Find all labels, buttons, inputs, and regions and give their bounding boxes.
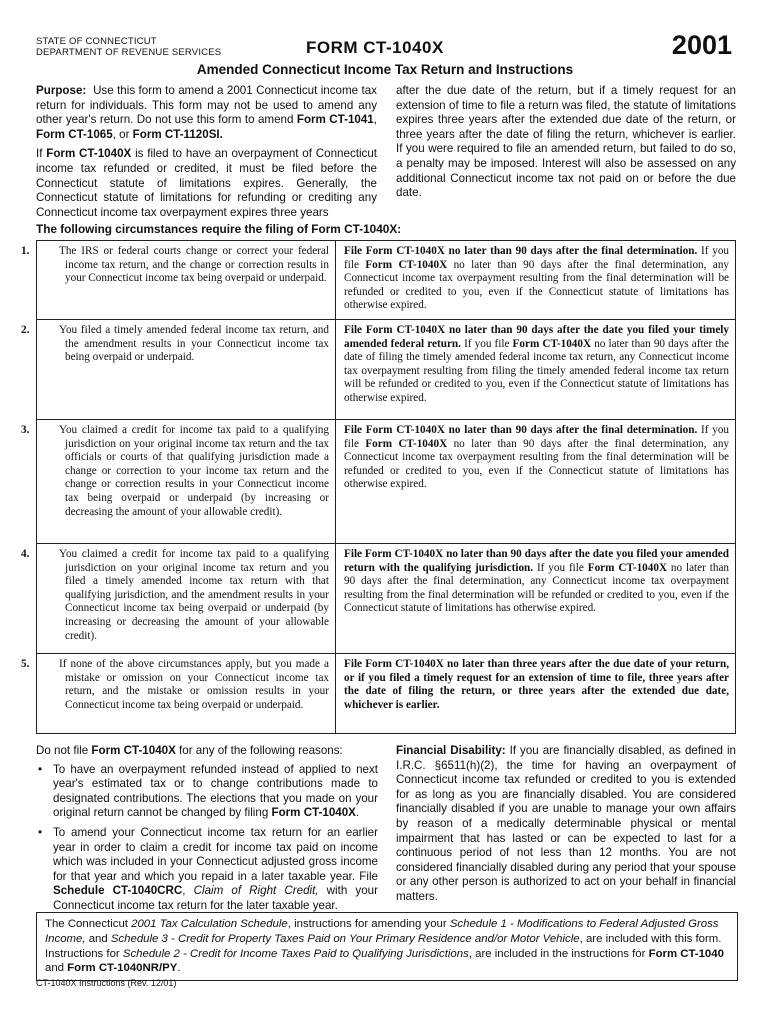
circumstance-text: If none of the above circumstances apply, but you made a mistake or omission on your Connecticut income tax return, and the mistake or omission results in your Connecticut income tax being overpaid or underpaid.	[59, 658, 329, 711]
text: If you file	[460, 337, 513, 350]
agency-state: STATE OF CONNECTICUT	[36, 36, 157, 47]
do-not-file-section	[36, 744, 378, 919]
purpose-text: Use this form to amend a 2001 Connecticut income tax return for individuals. This form may not be used to amend any other year's return. Do not use this form to amend	[36, 84, 377, 127]
requirement-cell	[336, 420, 736, 544]
form-ref: Form CT-1040X	[587, 561, 668, 574]
text: no later than 90 days after the final determination, any Connecticut income tax overpayment resulting from the final determination will be refunded or credited to you, even if the Connecticut statute of limitations has otherwise expired.	[344, 437, 730, 491]
table-row	[37, 420, 736, 544]
form-ref: Form CT-1041	[296, 113, 374, 127]
text: no later than 90 days after the date of filing the timely amended federal income tax return, any Connecticut income tax overpayment resulting from filing the timely amended federal income tax return will be refunded or credited to you, even if the Connecticut statute of limitations has otherwise expired.	[344, 337, 730, 404]
text: and	[85, 932, 111, 945]
financial-disability-label: Financial Disability:	[396, 744, 506, 757]
text: .	[355, 806, 360, 820]
table-row	[37, 654, 736, 734]
circumstances-heading: The following circumstances require the filing of Form CT-1040X:	[36, 222, 402, 236]
financial-disability-text	[396, 744, 736, 905]
list-item	[53, 763, 378, 821]
text: If	[36, 147, 47, 161]
requirement-cell	[336, 241, 736, 320]
deadline-text: File Form CT-1040X no later than 90 days after the date you filed your amended return with the qualifying jurisdiction.	[344, 548, 729, 574]
deadline-text: File Form CT-1040X no later than 90 days after the date you filed your timely amended federal return.	[344, 324, 729, 350]
text: To amend your Connecticut income tax return for an earlier year in order to claim a credit for income tax paid on income which was included in your Connecticut adjusted gross income for that year and which you repaid in a later taxable year. File	[53, 825, 378, 883]
circumstance-text: You claimed a credit for income tax paid to a qualifying jurisdiction on your original income tax return and you filed a timely amended income tax return with that qualifying jurisdiction, and the amendment results in your Connecticut income tax being overpaid or underpaid (by increasing or decreasing the amount of your allowable credit).	[59, 548, 329, 642]
do-not-file-intro	[36, 744, 378, 759]
text: Do not file	[36, 744, 92, 757]
circumstance-text: The IRS or federal courts change or correct your federal income tax return, and the change or correction results in your Connecticut income tax being overpaid or underpaid.	[59, 245, 329, 285]
circumstance-text: You filed a timely amended federal income tax return, and the amendment results in your Connecticut income tax being overpaid or underpaid.	[59, 324, 329, 364]
revision-footer: CT-1040X Instructions (Rev. 12/01)	[36, 978, 177, 988]
sep: ,	[373, 113, 377, 127]
requirement-cell	[336, 654, 736, 734]
schedule-ref: Schedule 3 - Credit for Property Taxes Paid on Your Primary Residence and/or Motor Vehicle	[110, 932, 580, 945]
deadline-text: File Form CT-1040X no later than 90 days after the final determination.	[344, 424, 698, 436]
text: , are included in the instructions for	[468, 947, 649, 960]
agency-name	[36, 36, 221, 58]
text: with your Connecticut income tax return for the later taxable year.	[53, 884, 378, 912]
text: If you file	[344, 245, 730, 271]
circumstance-cell	[21, 654, 336, 734]
agency-department: DEPARTMENT OF REVENUE SERVICES	[36, 47, 222, 58]
table-row	[37, 320, 736, 420]
circumstance-text: You claimed a credit for income tax paid to a qualifying jurisdiction on your original income tax return and the tax officials or courts of that qualifying jurisdiction made a change or correction to your income tax return and the change or correction results in your Connecticut income tax being overpaid or underpaid (by increasing or decreasing the amount of your allowable credit).	[59, 424, 329, 518]
purpose-left-column	[36, 84, 377, 225]
text: no later than 90 days after the final determination, any Connecticut income tax overpayment resulting from the final determination will be refunded or credited to you, even if the Connecticut statute of limitations has otherwise expired.	[344, 561, 730, 615]
sep: ,	[182, 884, 194, 898]
row-number: 2.	[21, 324, 30, 336]
purpose-right-column	[396, 84, 736, 206]
purpose-label: Purpose:	[36, 84, 87, 97]
form-ref: Form CT-1040NR/PY	[67, 962, 178, 975]
circumstance-cell	[21, 320, 336, 420]
page-title: Amended Connecticut Income Tax Return and Instructions	[196, 62, 574, 77]
schedule-ref: 2001 Tax Calculation Schedule	[131, 918, 288, 930]
do-not-file-list	[36, 763, 378, 914]
schedule-ref: Schedule 1 - Modifications to Federal Adjusted Gross Income,	[45, 918, 719, 945]
row-number: 5.	[21, 658, 30, 670]
form-name: FORM CT-1040X	[306, 38, 444, 57]
text: To have an overpayment refunded instead of applied to next year's estimated tax or to change contributions made to designated contributions. The elections that you made on your original return cannot be changed by filing	[53, 762, 378, 820]
row-number: 3.	[21, 424, 30, 436]
text: , instructions for amending your	[287, 918, 450, 930]
form-ref: Form CT-1120SI.	[132, 127, 223, 141]
tax-year: 2001	[671, 30, 732, 60]
text: If you file	[344, 424, 730, 450]
table-row	[37, 544, 736, 654]
form-ref: Form CT-1040X	[271, 806, 356, 820]
financial-disability-section	[396, 744, 736, 905]
circumstance-cell	[21, 544, 336, 654]
text: is filed to have an overpayment of Connecticut income tax refunded or credited, it must be filed before the Connecticut statute of limitations expires. Generally, the Connecticut statute of limitations for refunding or crediting any Connecticut income tax overpayment expires three years	[36, 147, 378, 219]
requirement-cell	[336, 544, 736, 654]
row-number: 1.	[21, 245, 30, 257]
schedule-ref: Schedule CT-1040CRC	[53, 884, 183, 898]
table-row	[37, 241, 736, 320]
text: and	[45, 962, 68, 975]
text: The Connecticut	[45, 918, 132, 930]
form-ref: Form CT-1040X	[46, 147, 132, 161]
text: If you are financially disabled, as defined in I.R.C. §6511(h)(2), the time for having an overpayment of Connecticut income tax refunded or credited to you is extended for as long as you are financially disabled. You are considered financially disabled if you are unable to manage your own affairs by reason of a medically determinable physical or mental impairment that has lasted or can be expected to last for a continuous period of not less than 12 months. You are not considered financially disabled during any period that your spouse or any other person is authorized to act on your behalf in financial matters.	[396, 744, 736, 903]
requirement-cell	[336, 320, 736, 420]
schedule-title: Claim of Right Credit,	[193, 884, 319, 898]
form-ref: Form CT-1040X	[365, 437, 448, 450]
list-item	[53, 826, 378, 914]
purpose-paragraph-2	[36, 147, 377, 220]
schedules-note-box	[36, 912, 738, 981]
text: no later than 90 days after the final determination, any Connecticut income tax overpayment resulting from the final determination will be refunded or credited to you, even if the Connecticut statute of limitations has otherwise expired.	[344, 258, 730, 312]
text: , are included with this form. Instructions for	[45, 932, 722, 960]
sep: , or	[112, 127, 133, 141]
text: for any of the following reasons:	[175, 744, 343, 757]
form-ref: Form CT-1040X	[512, 337, 592, 350]
form-ref: Form CT-1040X	[91, 744, 176, 757]
circumstances-table	[21, 240, 736, 734]
circumstance-cell	[21, 420, 336, 544]
text: If you file	[533, 561, 588, 574]
purpose-paragraph-3: after the due date of the return, but if a timely request for an extension of time to file a return was filed, the statute of limitations expires three years after the extended due date of the return, or three years after the date of filing the return, whichever is earlier. If you were required to file an amended return, but failed to do so, a penalty may be imposed. Interest will also be assessed on any additional Connecticut income tax not paid on or before the due date.	[396, 84, 736, 200]
deadline-text: File Form CT-1040X no later than 90 days after the final determination.	[344, 245, 698, 257]
text: .	[177, 962, 181, 975]
form-ref: Form CT-1065	[36, 127, 113, 141]
row-number: 4.	[21, 548, 30, 560]
circumstance-cell	[21, 241, 336, 320]
schedule-ref: Schedule 2 - Credit for Income Taxes Paid to Qualifying Jurisdictions	[122, 947, 469, 960]
form-ref: Form CT-1040	[648, 947, 724, 960]
purpose-paragraph-1	[36, 84, 377, 142]
form-ref: Form CT-1040X	[365, 258, 448, 271]
deadline-text: File Form CT-1040X no later than three years after the due date of your return, or if you filed a timely request for an extension of time to file, three years after the date of filing the return, or three years after the extended due date, whichever is earlier.	[344, 658, 729, 711]
